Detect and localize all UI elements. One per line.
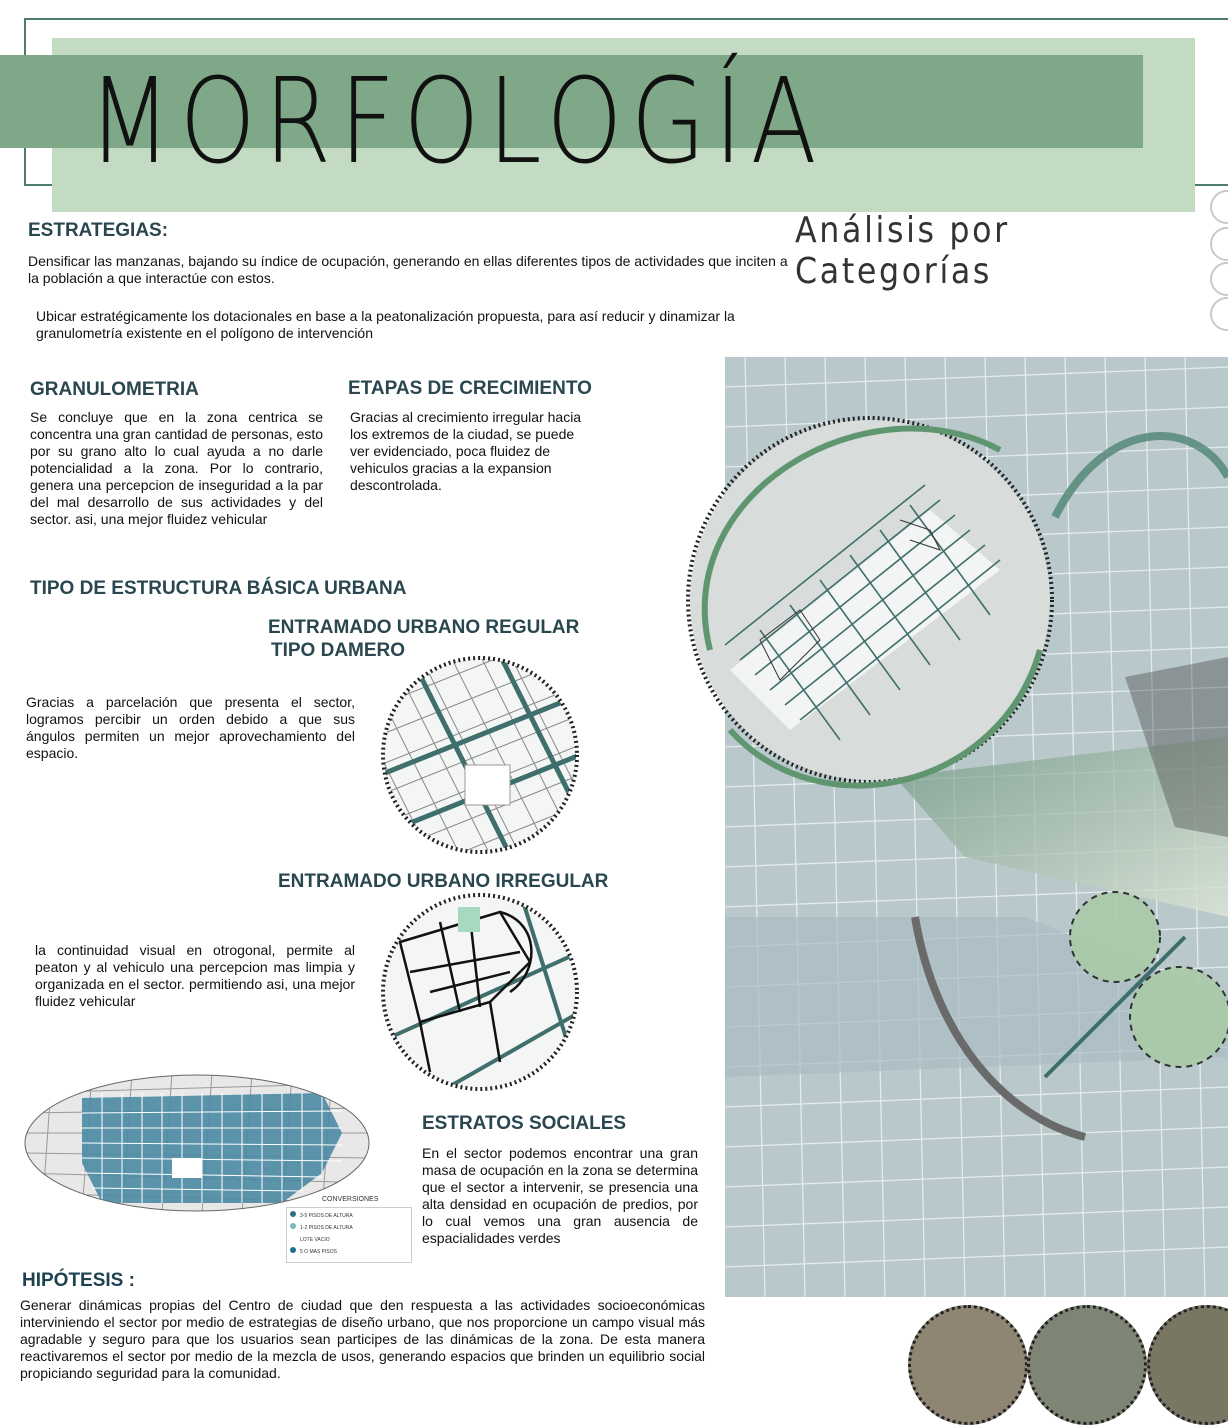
legend-swatch-1 <box>290 1211 296 1217</box>
page-title: MORFOLOGÍA <box>88 52 826 190</box>
page-subtitle: Análisis por Categorías <box>795 210 1010 292</box>
irregular-text: la continuidad visual en otrogonal, permite al peaton y al vehiculo una percepcion mas limpia y organizada en el sector. permitiendo asi, una mejor fluidez vehicular <box>35 942 355 1009</box>
legend-item-1 <box>290 1210 353 1222</box>
estratos-text: En el sector podemos encontrar una gran masa de ocupación en la zona se determina que el sector a intervenir, se presencia una alta densidad en ocupación de predios, por lo cual vemos una gran ausencia de espacialidades verdes <box>422 1145 698 1246</box>
growth-stages-circle <box>670 410 1070 800</box>
side-circle-2 <box>1210 227 1228 261</box>
legend-label-3: LOTE VACIO <box>300 1237 330 1243</box>
legend-label-4: 5 O MAS PISOS <box>300 1249 337 1255</box>
regular-text: Gracias a parcelación que presenta el sector, logramos percibir un orden debido a que sus ángulos permiten un mejor aprovechamiento del espacio. <box>26 694 355 761</box>
legend-swatch-2 <box>290 1223 296 1229</box>
regular-heading-line2: TIPO DAMERO <box>271 640 406 661</box>
side-circle-3 <box>1210 262 1228 296</box>
estructura-heading: TIPO DE ESTRUCTURA BÁSICA URBANA <box>30 578 407 599</box>
regular-heading-line1: ENTRAMADO URBANO REGULAR <box>268 617 580 638</box>
irregular-heading: ENTRAMADO URBANO IRREGULAR <box>278 871 609 892</box>
side-circle-1 <box>1210 190 1228 224</box>
regular-grid-circle <box>380 655 580 855</box>
estrategias-paragraph-1: Densificar las manzanas, bajando su índice de ocupación, generando en ellas diferentes tipos de actividades que inciten a la población a que interactúe con estos. <box>28 253 788 286</box>
side-circle-4 <box>1210 297 1228 331</box>
estratos-oval-map <box>22 1073 372 1213</box>
etapas-heading: ETAPAS DE CRECIMIENTO <box>348 378 592 399</box>
legend-item-2 <box>290 1222 353 1234</box>
legend-swatch-4 <box>290 1247 296 1253</box>
legend-title: CONVERSIONES <box>322 1196 379 1203</box>
irregular-grid-circle <box>380 892 580 1092</box>
hipotesis-text: Generar dinámicas propias del Centro de ciudad que den respuesta a las actividades socioeconómicas interviniendo el sector por medio de estrategias de diseño urbano, que nos proporcione un campo visual más agradable y seguro para que los usuarios sean participes de las dinámicas de la zona. De esta manera reactivaremos el sector por medio de la mezcla de usos, generando espacios que brinden un equilibrio social propiciando seguridad para la comunidad. <box>20 1297 705 1381</box>
aerial-thumbnail-2 <box>1027 1305 1147 1425</box>
legend-list <box>290 1210 353 1258</box>
hipotesis-heading: HIPÓTESIS : <box>22 1270 135 1291</box>
granulometria-text: Se concluye que en la zona centrica se concentra una gran cantidad de personas, esto por su grano alto lo cual ayuda a no darle potencialidad a la zona. Por lo contrario, genera una percepcion de inseguridad a la par del mal desarrollo de sus actividades y del sector. asi, una mejor fluidez vehicular <box>30 409 323 527</box>
legend-label-2: 1-2 PISOS DE ALTURA <box>300 1225 353 1231</box>
estrategias-paragraph-2: Ubicar estratégicamente los dotacionales en base a la peatonalización propuesta, para así reducir y dinamizar la granulometría existente en el polígono de intervención <box>36 308 735 341</box>
estratos-heading: ESTRATOS SOCIALES <box>422 1113 627 1134</box>
legend-item-3 <box>290 1234 353 1246</box>
legend-item-4 <box>290 1246 353 1258</box>
estrategias-heading: ESTRATEGIAS: <box>28 220 169 241</box>
legend-swatch-3 <box>290 1235 296 1241</box>
granulometria-heading: GRANULOMETRIA <box>30 379 199 400</box>
etapas-text: Gracias al crecimiento irregular hacia los extremos de la ciudad, se puede ver evidenciado, poca fluidez de vehiculos gracias a la expansion descontrolada. <box>350 409 582 493</box>
legend-label-1: 3-5 PISOS DE ALTURA <box>300 1213 353 1219</box>
aerial-thumbnail-3 <box>1147 1305 1228 1425</box>
aerial-thumbnail-1 <box>908 1305 1028 1425</box>
